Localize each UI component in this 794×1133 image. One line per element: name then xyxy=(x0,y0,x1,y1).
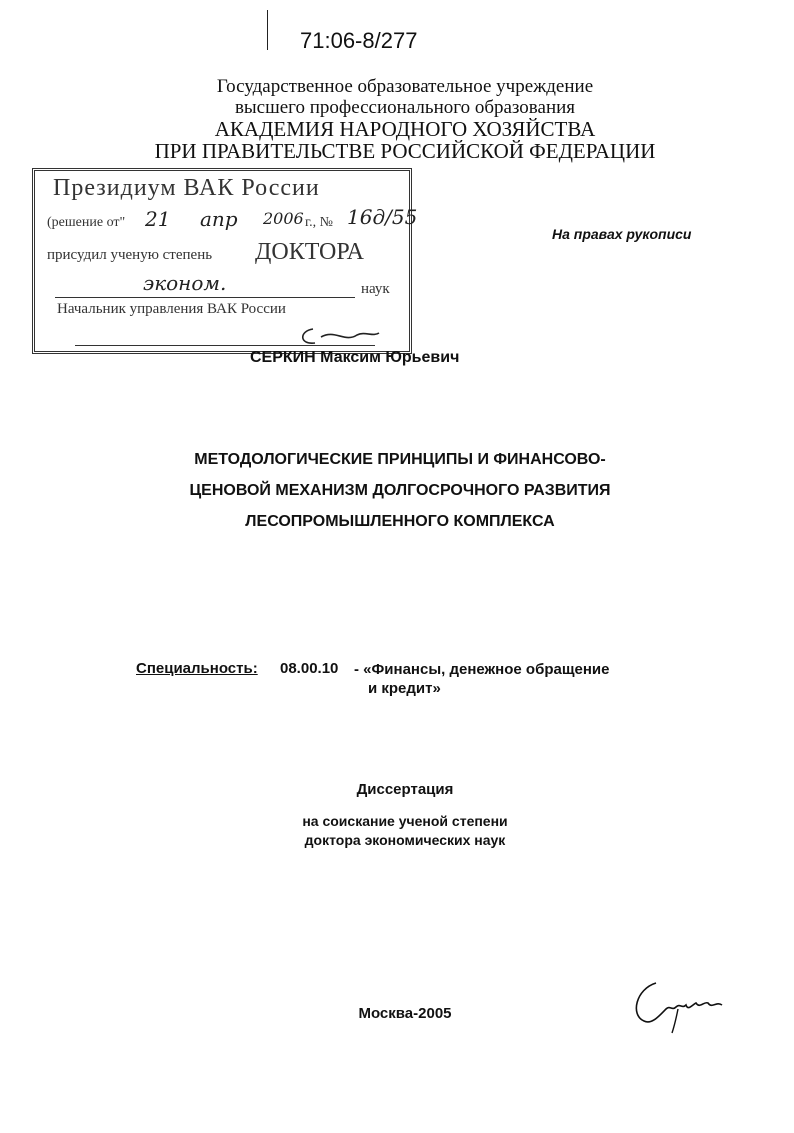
institution-line-2: высшего профессионального образования xyxy=(234,97,576,118)
city-year: Москва-2005 xyxy=(358,1005,452,1022)
stamp-science-word: наук xyxy=(361,281,390,297)
institution-line-3: АКАДЕМИЯ НАРОДНОГО ХОЗЯЙСТВА xyxy=(214,117,596,141)
title-line-1: МЕТОДОЛОГИЧЕСКИЕ ПРИНЦИПЫ И ФИНАНСОВО- xyxy=(194,451,606,468)
scan-edge-line xyxy=(267,10,268,50)
stamp-award-text: присудил ученую степень xyxy=(47,247,213,263)
stamp-decision-month: апр xyxy=(200,207,238,231)
stamp-decision-number: 16д/55 xyxy=(347,205,418,229)
stamp-decision-year: 2006 xyxy=(263,209,304,228)
specialty-name-line-1: - «Финансы, денежное обращение xyxy=(354,661,610,678)
institution-header xyxy=(100,76,710,162)
institution-line-4: ПРИ ПРАВИТЕЛЬСТВЕ РОССИЙСКОЙ ФЕДЕРАЦИИ xyxy=(154,139,656,163)
author-signature-icon xyxy=(626,975,726,1035)
stamp-header: Президиум ВАК России xyxy=(53,175,320,201)
specialty-label: Специальность: xyxy=(136,660,258,677)
dissertation-heading: Диссертация xyxy=(356,781,454,798)
author-name: СЕРКИН Максим Юрьевич xyxy=(250,349,460,366)
manuscript-note: На правах рукописи xyxy=(552,226,692,242)
stamp-field: эконом. xyxy=(143,271,227,295)
stamp-degree: ДОКТОРА xyxy=(255,239,364,265)
stamp-head-title: Начальник управления ВАК России xyxy=(57,301,286,317)
title-line-2: ЦЕНОВОЙ МЕХАНИЗМ ДОЛГОСРОЧНОГО РАЗВИТИЯ xyxy=(189,482,611,499)
degree-statement xyxy=(250,812,560,850)
specialty-name xyxy=(354,660,609,698)
stamp-number-label: г., № xyxy=(305,215,334,230)
dissertation-title xyxy=(110,444,690,537)
institution-line-1: Государственное образовательное учреждение xyxy=(216,76,594,97)
title-line-3: ЛЕСОПРОМЫШЛЕННОГО КОМПЛЕКСА xyxy=(245,513,555,530)
catalog-number: 71:06-8/277 xyxy=(300,28,418,53)
degree-line-2: доктора экономических наук xyxy=(304,832,506,848)
specialty-code: 08.00.10 xyxy=(280,660,339,677)
degree-line-1: на соискание ученой степени xyxy=(302,813,508,829)
vak-stamp xyxy=(32,168,418,354)
stamp-field-underline xyxy=(55,297,355,298)
stamp-decision-day: 21 xyxy=(145,207,171,231)
stamp-signature-line xyxy=(75,345,375,346)
specialty-name-line-2: и кредит» xyxy=(368,680,441,697)
stamp-decision-prefix: (решение от" xyxy=(47,215,126,230)
